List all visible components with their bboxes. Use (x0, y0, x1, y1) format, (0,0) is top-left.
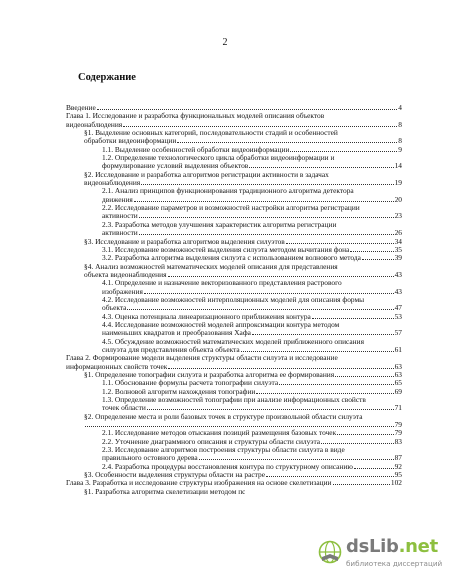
toc-entry-text: 1.2. Определение технологического цикла обработки видеоинформации и (102, 154, 335, 163)
toc-leader-dots (266, 476, 394, 477)
toc-entry-text: §4. Анализ возможностей математических моделей описания для представления (84, 262, 338, 271)
toc-entry-text: 4.2. Исследование возможностей интерполяционных моделей для описания формы (102, 295, 365, 304)
toc-page-number: 87 (394, 453, 402, 463)
watermark-logo (318, 534, 442, 574)
toc-leader-dots (123, 126, 397, 127)
toc-leader-dots (139, 217, 394, 218)
toc-entry-text: §3. Особенности выделения структуры области на растре (84, 471, 265, 480)
toc-page-number: 26 (394, 228, 402, 238)
table-of-contents (66, 104, 402, 496)
toc-page-number: 63 (394, 370, 402, 379)
book-globe-icon (318, 540, 342, 564)
toc-entry (66, 279, 402, 296)
toc-entry (66, 171, 402, 188)
toc-entry-text: активности (102, 229, 138, 238)
toc-page-number: 20 (394, 194, 402, 204)
toc-entry (66, 296, 402, 313)
toc-entry (66, 488, 402, 496)
toc-entry-text: 2.3. Исследование алгоритмов построения структуры области силуэта в виде (102, 446, 345, 455)
toc-entry (66, 104, 402, 112)
toc-leader-dots (139, 234, 394, 235)
toc-entry-text: движения (102, 195, 133, 204)
toc-page-number: 34 (394, 236, 402, 246)
toc-leader-dots (134, 201, 394, 202)
toc-entry (66, 413, 402, 430)
toc-entry-text: §2. Определение места и роли базовых точек в структуре произвольной области силуэта (84, 412, 363, 421)
toc-entry-text: 2.1. Исследование методов отыскания позиций размещения базовых точек (102, 429, 337, 438)
toc-leader-dots (127, 309, 393, 310)
toc-entry (66, 146, 402, 154)
toc-leader-dots (199, 459, 394, 460)
toc-page-number: 61 (394, 344, 402, 354)
toc-leader-dots (141, 184, 393, 185)
toc-entry-text: §1. Выделение основных категорий, последовательности стадий и особенностей (84, 129, 338, 138)
toc-entry-text: активности (102, 212, 138, 221)
toc-entry (66, 154, 402, 171)
toc-entry-text: Глава 2. Формирование модели выделения структуры области силуэта и исследование (66, 354, 338, 363)
toc-page-number: 53 (394, 311, 402, 321)
toc-leader-dots (362, 259, 394, 260)
toc-page-number: 83 (394, 436, 402, 446)
toc-entry (66, 396, 402, 413)
toc-entry (66, 129, 402, 146)
toc-leader-dots (97, 109, 398, 110)
toc-leader-dots (241, 351, 394, 352)
toc-leader-dots (335, 376, 393, 377)
toc-entry-text: 2.4. Разработка процедуры восстановления контура по структурному описанию (102, 462, 353, 471)
toc-page-number: 79 (394, 420, 402, 430)
toc-entry-text: информационных свойств точек (66, 362, 168, 371)
toc-page-number: 23 (394, 211, 402, 221)
toc-entry-text: 1.2. Волновой алгоритм нахождения топографии (102, 387, 256, 396)
toc-page-number: 4 (398, 103, 402, 112)
toc-page-number: 69 (394, 386, 402, 396)
page-number: 2 (222, 37, 228, 48)
toc-entry-text: §1. Определение топографии силуэта и разработка алгоритма ее формирования (84, 371, 335, 379)
toc-leader-dots (286, 243, 394, 244)
page-title: Содержание (78, 72, 136, 83)
toc-entry-text: 4.5. Обсуждение возможностей математических моделей приближенного описания (102, 337, 364, 346)
toc-entry (66, 388, 402, 396)
toc-entry-text: объекта видеонаблюдения (84, 270, 167, 279)
toc-entry-text: 1.1. Выделение особенностей обработки видеоинформации (102, 145, 290, 154)
toc-page-number: 47 (394, 303, 402, 313)
toc-entry-text: 1.1. Обоснование формулы расчета топографии силуэта (102, 379, 279, 388)
toc-entry-text: 2.1. Анализ принципов функционирования традиционного алгоритма детектора (102, 187, 354, 196)
toc-page-number: 39 (394, 253, 402, 263)
toc-entry-text: Введение (66, 104, 96, 112)
toc-leader-dots (85, 426, 394, 427)
toc-leader-dots (312, 318, 394, 319)
toc-entry-text: 4.3. Оценка потенциала линеаризационного приближения контура (102, 312, 311, 321)
toc-entry (66, 438, 402, 446)
toc-page-number: 92 (394, 461, 402, 471)
toc-entry-text: 3.2. Разработка алгоритма выделения силуэта с использованием волнового метода (102, 254, 361, 263)
toc-entry-text: точек области (102, 404, 146, 413)
toc-leader-dots (256, 393, 393, 394)
toc-entry (66, 354, 402, 371)
toc-entry-text: Глава 1. Исследование и разработка функциональных моделей описания объектов (66, 112, 325, 121)
toc-leader-dots (177, 142, 397, 143)
toc-entry-text: изображения (102, 287, 143, 296)
toc-entry-text: Глава 3. Разработка и исследование структуры изображения на основе скелетизации (66, 479, 332, 488)
toc-entry (66, 187, 402, 204)
toc-leader-dots (252, 334, 394, 335)
toc-leader-dots (144, 293, 394, 294)
toc-entry (66, 429, 402, 437)
toc-entry-text: 4.1. Определение и назначение векторизованного представления растрового (102, 279, 342, 288)
toc-entry (66, 112, 402, 129)
toc-entry-text: видеонаблюдения (84, 179, 141, 188)
toc-page-number: 57 (394, 328, 402, 338)
toc-entry (66, 463, 402, 471)
toc-leader-dots (168, 276, 394, 277)
toc-leader-dots (354, 468, 394, 469)
toc-entry-text: 4.4. Исследование возможностей моделей аппроксимации контура методом (102, 320, 340, 329)
toc-entry-text: 3.1. Исследование возможностей выделения силуэта методом вычитания фона (102, 245, 350, 254)
toc-entry-text: правильного остовного дерева (102, 454, 198, 463)
toc-leader-dots (290, 151, 397, 152)
toc-page-number: 63 (394, 361, 402, 371)
watermark-tagline: библиотека диссертаций (346, 559, 443, 568)
toc-page-number: 8 (398, 119, 402, 129)
toc-page-number: 79 (394, 428, 402, 438)
toc-leader-dots (321, 443, 394, 444)
toc-page-number: 8 (398, 136, 402, 146)
toc-entry (66, 263, 402, 280)
toc-entry (66, 204, 402, 221)
toc-entry-text: обработки видеоинформации (84, 137, 177, 146)
toc-entry-text: §1. Разработка алгоритма скелетизации методом пс (84, 487, 246, 496)
toc-entry-text: объекта (102, 304, 127, 313)
toc-page-number: 102 (390, 478, 402, 488)
toc-entry (66, 379, 402, 387)
toc-entry (66, 338, 402, 355)
toc-page-number: 14 (394, 161, 402, 171)
toc-entry (66, 313, 402, 321)
toc-leader-dots (350, 251, 393, 252)
toc-entry-text: §3. Исследование и разработка алгоритмов выделения силуэтов (84, 237, 285, 246)
toc-entry (66, 321, 402, 338)
toc-entry-text: 2.3. Разработка методов улучшения характеристик алгоритма регистрации (102, 220, 337, 229)
watermark-brand: dsLib.net (346, 536, 438, 557)
toc-page-number: 95 (394, 470, 402, 480)
toc-page-number: 65 (394, 378, 402, 388)
toc-leader-dots (168, 368, 393, 369)
toc-entry (66, 446, 402, 463)
toc-page-number: 43 (394, 286, 402, 296)
toc-leader-dots (249, 167, 393, 168)
toc-entry (66, 238, 402, 246)
toc-entry (66, 371, 402, 379)
toc-entry-text: наименьших квадратов и преобразования Хафа (102, 329, 251, 338)
toc-entry-text: видеонаблюдения (66, 120, 123, 129)
toc-entry-text: формулирование условий выделения объектов (102, 162, 249, 171)
toc-page-number: 35 (394, 244, 402, 254)
toc-entry-text: 2.2. Исследование параметров и возможностей настройки алгоритма регистрации (102, 204, 360, 213)
toc-entry-text: §2. Исследование и разработка алгоритмов регистрации активности в задачах (84, 170, 329, 179)
toc-leader-dots (279, 384, 393, 385)
toc-leader-dots (147, 409, 394, 410)
toc-entry-text: силуэта для представления объекта объекта (102, 345, 240, 354)
toc-entry-text: 1.3. Определение возможностей топографии при анализе информационных свойств (102, 396, 366, 405)
toc-entry (66, 221, 402, 238)
toc-entry (66, 246, 402, 254)
toc-entry (66, 471, 402, 479)
toc-leader-dots (337, 434, 393, 435)
toc-entry (66, 254, 402, 262)
toc-entry (66, 479, 402, 487)
toc-page-number: 9 (398, 144, 402, 154)
toc-page-number: 43 (394, 269, 402, 279)
toc-page-number: 19 (394, 178, 402, 188)
toc-entry-text: 2.2. Уточнение диаграммного описания и структуры области силуэта (102, 437, 321, 446)
toc-page-number: 71 (394, 403, 402, 413)
toc-leader-dots (333, 484, 390, 485)
